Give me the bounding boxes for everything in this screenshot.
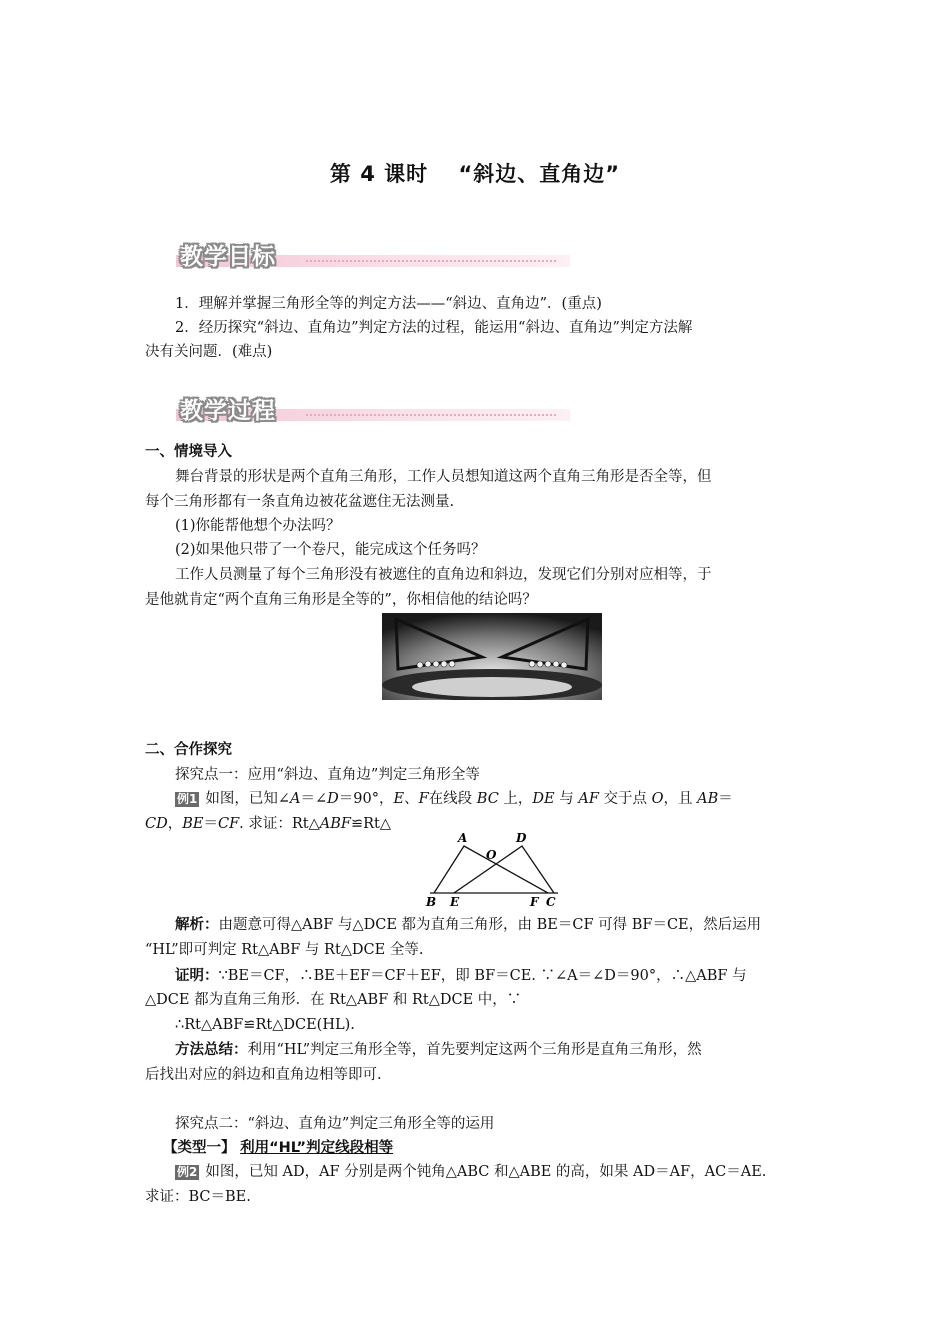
banner-label: 教学过程 <box>180 398 276 424</box>
question-2: (2)如果他只带了一个卷尺，能完成这个任务吗？ <box>175 542 486 558</box>
section-heading-explore: 二、合作探究 <box>145 742 232 758</box>
goal-1: 1．理解并掌握三角形全等的判定方法——“斜边、直角边”．(重点) <box>175 296 602 312</box>
geometry-figure-1 <box>424 830 564 912</box>
banner-label: 教学目标 <box>180 244 276 270</box>
label-F: F <box>530 895 539 908</box>
label-B: B <box>426 895 437 908</box>
paragraph-line: 舞台背景的形状是两个直角三角形，工作人员想知道这两个直角三角形是否全等，但 <box>175 469 712 485</box>
example-badge: 例1 <box>177 792 198 806</box>
example-2-line-1: 例2 如图，已知 AD，AF 分别是两个钝角△ABC 和△ABE 的高，如果 AD＝AF，AC＝AE. <box>177 1164 767 1180</box>
paragraph-line: 工作人员测量了每个三角形没有被遮住的直角边和斜边，发现它们分别对应相等，于 <box>175 567 712 583</box>
example-1-line-1: 例1 如图，已知∠A＝∠D＝90°，E、F在线段 BC 上，DE 与 AF 交于点 O，且 AB＝ <box>177 791 733 807</box>
section-banner-process <box>176 392 570 426</box>
type-1-heading: 【类型一】 利用“HL”判定线段相等 <box>163 1140 394 1156</box>
question-1: (1)你能帮他想个办法吗？ <box>175 518 341 534</box>
proof-line-3: ∴Rt△ABF≌Rt△DCE(HL). <box>175 1017 355 1033</box>
goal-2-line-2: 决有关问题．(难点) <box>145 344 273 360</box>
explore-point-2: 探究点二：“斜边、直角边”判定三角形全等的运用 <box>175 1116 495 1132</box>
section-heading-intro: 一、情境导入 <box>145 444 232 460</box>
paragraph-line: 是他就肯定“两个直角三角形是全等的”，你相信他的结论吗？ <box>145 592 537 608</box>
label-E: E <box>450 895 460 908</box>
example-1-line-2: CD，BE＝CF. 求证：Rt△ABF≌Rt△ <box>145 816 392 832</box>
stage-photo <box>382 613 602 700</box>
label-A: A <box>458 831 468 845</box>
page-title: 第 4 课时 “斜边、直角边” <box>329 162 621 186</box>
example-badge: 例2 <box>177 1165 198 1179</box>
example-2-line-2: 求证：BC＝BE. <box>145 1189 251 1205</box>
goal-2-line-1: 2．经历探究“斜边、直角边”判定方法的过程，能运用“斜边、直角边”判定方法解 <box>175 320 693 336</box>
explore-point-1: 探究点一：应用“斜边、直角边”判定三角形全等 <box>175 767 480 783</box>
label-D: D <box>516 831 527 845</box>
section-banner-goals <box>176 238 570 272</box>
proof-line-1: 证明：∵BE＝CF，∴BE＋EF＝CF＋EF，即 BF＝CE. ∵∠A＝∠D＝90°，∴△ABF 与 <box>175 968 747 984</box>
label-O: O <box>486 848 497 862</box>
label-C: C <box>546 895 556 908</box>
method-summary-line-2: 后找出对应的斜边和直角边相等即可. <box>145 1067 382 1083</box>
proof-line-2: △DCE 都为直角三角形．在 Rt△ABF 和 Rt△DCE 中，∵ <box>145 992 522 1008</box>
analysis-line-2: “HL”即可判定 Rt△ABF 与 Rt△DCE 全等. <box>145 942 424 958</box>
method-summary-line-1: 方法总结：利用“HL”判定三角形全等，首先要判定这两个三角形是直角三角形，然 <box>175 1042 702 1058</box>
paragraph-line: 每个三角形都有一条直角边被花盆遮住无法测量. <box>145 494 455 510</box>
analysis-line-1: 解析：由题意可得△ABF 与△DCE 都为直角三角形，由 BE＝CF 可得 BF＝CE，然后运用 <box>175 917 762 933</box>
